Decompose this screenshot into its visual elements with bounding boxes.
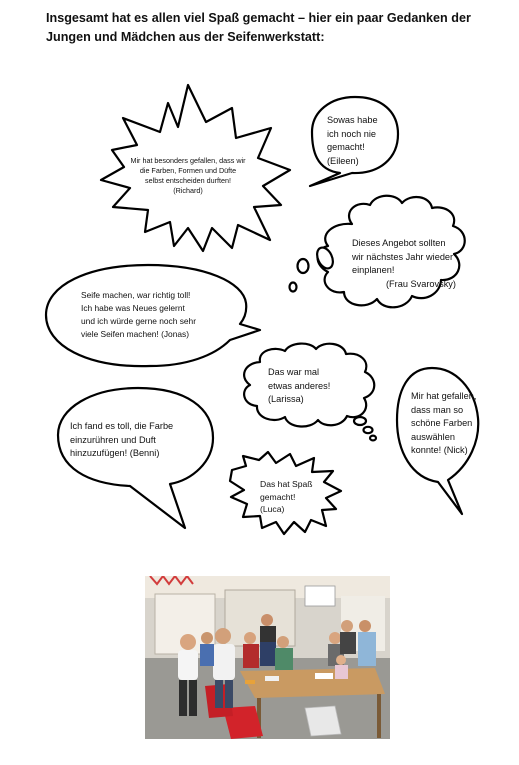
- quote-larissa: [268, 366, 358, 407]
- quote-jonas-line-3: und ich würde gerne noch sehr: [81, 316, 196, 326]
- quote-larissa-line-1: Das war mal: [268, 367, 320, 377]
- quote-richard-author: (Richard): [173, 186, 203, 195]
- quote-svarovsky-line-1: Dieses Angebot sollten: [352, 238, 446, 248]
- quote-luca-line-2: gemacht!: [260, 491, 296, 502]
- thought-dot-larissa-1: [354, 417, 366, 425]
- quote-eileen: [327, 114, 397, 168]
- thought-dot-medium: [298, 259, 309, 273]
- quote-jonas-line-4: viele Seifen machen! (Jonas): [81, 329, 189, 339]
- quote-nick-line-1: Mir hat gefallen,: [411, 391, 477, 401]
- quote-jonas-line-1: Seife machen, war richtig toll!: [81, 290, 191, 300]
- quote-luca-line-1: Das hat Spaß: [260, 479, 313, 489]
- quote-nick-line-5: konnte! (Nick): [411, 445, 468, 455]
- thought-dot-larissa-2: [364, 427, 373, 433]
- quote-nick-line-2: dass man so: [411, 404, 464, 415]
- quote-benni-line-2: einzurühren und Duft: [70, 434, 156, 445]
- quote-eileen-line-1: Sowas habe: [327, 115, 378, 125]
- heading-line-1: Insgesamt hat es allen viel Spaß gemacht – hier ein paar Gedanken der: [46, 11, 471, 25]
- heading-line-2: Jungen und Mädchen aus der Seifenwerkstatt:: [46, 30, 325, 44]
- quote-svarovsky-line-2: wir nächstes Jahr wieder: [352, 251, 454, 262]
- quote-richard-line-2: die Farben, Formen und Düfte: [139, 166, 237, 175]
- group-photo: [145, 576, 390, 739]
- quote-benni: [70, 420, 210, 461]
- quote-luca: [260, 478, 330, 516]
- quote-luca-author: (Luca): [260, 504, 285, 514]
- quote-richard-line-1: Mir hat besonders gefallen, dass wir: [130, 156, 246, 165]
- quote-nick: [411, 390, 479, 458]
- quote-eileen-line-3: gemacht!: [327, 142, 365, 152]
- quote-nick-line-3: schöne Farben: [411, 418, 473, 428]
- quote-eileen-author: (Eileen): [327, 155, 359, 166]
- quote-benni-line-3: hinzuzufügen! (Benni): [70, 448, 160, 458]
- thought-dot-small: [290, 283, 297, 292]
- quote-benni-line-1: Ich fand es toll, die Farbe: [70, 421, 174, 431]
- quote-svarovsky: [352, 237, 472, 291]
- quote-larissa-author: (Larissa): [268, 394, 304, 404]
- quote-svarovsky-line-3: einplanen!: [352, 265, 395, 275]
- quote-eileen-line-2: ich noch nie: [327, 128, 377, 139]
- thought-dot-larissa-3: [370, 436, 376, 441]
- quote-larissa-line-2: etwas anderes!: [268, 380, 331, 391]
- quote-richard-line-3: selbst entscheiden durften!: [145, 176, 231, 185]
- quote-jonas-line-2: Ich habe was Neues gelernt: [81, 303, 185, 313]
- quote-jonas: [81, 289, 246, 341]
- quote-svarovsky-author: (Frau Svarovsky): [386, 278, 456, 289]
- quote-richard: [114, 156, 262, 196]
- quote-nick-line-4: auswählen: [411, 431, 455, 442]
- group-photo-illustration: [145, 576, 390, 739]
